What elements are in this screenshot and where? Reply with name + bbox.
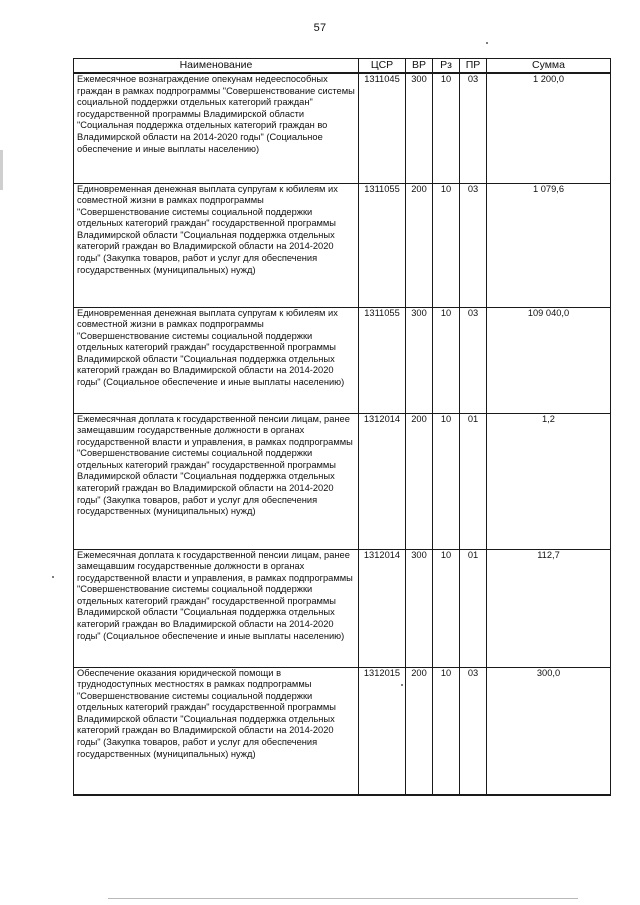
header-vr: ВР [406,59,433,74]
page-number: 57 [313,22,327,34]
row-csr: 1312015 [359,667,406,795]
row-pr: 03 [460,183,487,307]
row-name: Ежемесячное вознаграждение опекунам недееспособных граждан в рамках подпрограммы "Совершенствование системы социальной поддержки отдельных категорий граждан" государственной программы Владимирской области "Социальная поддержка отдельных категорий граждан во Владимирской области на 2014-2020 годы" (Социальное обеспечение и иные выплаты населению) [74,73,359,183]
scan-bottom-line [108,898,578,899]
row-vr: 300 [406,73,433,183]
scan-speck [401,684,403,686]
row-name: Единовременная денежная выплата супругам к юбилеям их совместной жизни в рамках подпрограммы "Совершенствование системы социальной поддержки отдельных категорий граждан" государственной программы Владимирской области "Социальная поддержка отдельных категорий граждан во Владимирской области на 2014-2020 годы" (Социальное обеспечение и иные выплаты населению) [74,307,359,413]
table-row [74,667,611,795]
row-pr: 01 [460,549,487,667]
row-rz: 10 [433,549,460,667]
budget-table [73,58,611,796]
row-vr: 300 [406,307,433,413]
header-sum: Сумма [487,59,611,74]
header-pr: ПР [460,59,487,74]
row-rz: 10 [433,413,460,549]
row-rz: 10 [433,667,460,795]
row-pr: 03 [460,73,487,183]
scan-speck [486,42,488,44]
row-pr: 01 [460,413,487,549]
table-row [74,413,611,549]
header-rz: Рз [433,59,460,74]
row-name: Ежемесячная доплата к государственной пенсии лицам, ранее замещавшим государственные должности в органах государственной власти и управления, в рамках подпрограммы "Совершенствование системы социальной поддержки отдельных категорий граждан" государственной программы Владимирской области "Социальная поддержка отдельных категорий граждан во Владимирской области на 2014-2020 годы" (Закупка товаров, работ и услуг для обеспечения государственных (муниципальных) нужд) [74,413,359,549]
row-vr: 200 [406,413,433,549]
table-row [74,73,611,183]
row-rz: 10 [433,73,460,183]
row-csr: 1312014 [359,549,406,667]
table-header-row [74,59,611,74]
table-row [74,549,611,667]
row-vr: 200 [406,667,433,795]
header-name: Наименование [74,59,359,74]
row-pr: 03 [460,667,487,795]
row-rz: 10 [433,307,460,413]
row-name: Ежемесячная доплата к государственной пенсии лицам, ранее замещавшим государственные должности в органах государственной власти и управления, в рамках подпрограммы "Совершенствование системы социальной поддержки отдельных категорий граждан" государственной программы Владимирской области "Социальная поддержка отдельных категорий граждан во Владимирской области на 2014-2020 годы" (Социальное обеспечение и иные выплаты населению) [74,549,359,667]
row-sum: 1 079,6 [487,183,611,307]
row-vr: 300 [406,549,433,667]
row-sum: 112,7 [487,549,611,667]
row-csr: 1312014 [359,413,406,549]
header-csr: ЦСР [359,59,406,74]
row-rz: 10 [433,183,460,307]
row-vr: 200 [406,183,433,307]
scan-edge-mark [0,150,3,190]
row-pr: 03 [460,307,487,413]
row-name: Единовременная денежная выплата супругам к юбилеям их совместной жизни в рамках подпрограммы "Совершенствование системы социальной поддержки отдельных категорий граждан" государственной программы Владимирской области "Социальная поддержка отдельных категорий граждан во Владимирской области на 2014-2020 годы" (Закупка товаров, работ и услуг для обеспечения государственных (муниципальных) нужд) [74,183,359,307]
row-csr: 1311045 [359,73,406,183]
table-row [74,307,611,413]
row-sum: 109 040,0 [487,307,611,413]
scan-speck [52,576,54,578]
row-sum: 1,2 [487,413,611,549]
table-row [74,183,611,307]
row-csr: 1311055 [359,307,406,413]
row-name: Обеспечение оказания юридической помощи в труднодоступных местностях в рамках подпрограммы "Совершенствование системы социальной поддержки отдельных категорий граждан" государственной программы Владимирской области "Социальная поддержка отдельных категорий граждан во Владимирской области на 2014-2020 годы" (Закупка товаров, работ и услуг для обеспечения государственных (муниципальных) нужд) [74,667,359,795]
row-csr: 1311055 [359,183,406,307]
row-sum: 1 200,0 [487,73,611,183]
row-sum: 300,0 [487,667,611,795]
